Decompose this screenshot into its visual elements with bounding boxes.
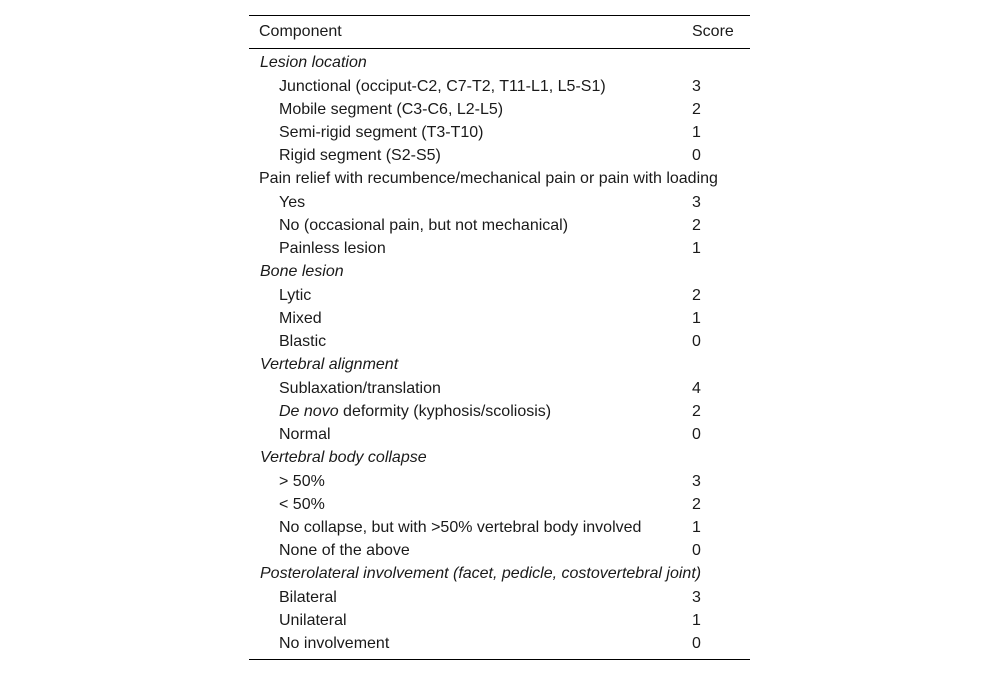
table-row	[249, 214, 750, 237]
table-bottom-rule	[249, 659, 750, 660]
table-row	[249, 586, 750, 609]
row-score: 3	[692, 194, 701, 211]
row-score: 0	[692, 542, 701, 559]
table-row	[249, 330, 750, 353]
row-label: Semi-rigid segment (T3-T10)	[279, 124, 484, 141]
row-score: 2	[692, 217, 701, 234]
row-label: No involvement	[279, 635, 390, 652]
row-label: Unilateral	[279, 612, 347, 629]
row-score: 3	[692, 589, 701, 606]
table-row	[249, 377, 750, 400]
scoring-table	[249, 15, 750, 660]
table-row	[249, 191, 750, 214]
group-title: Vertebral alignment	[260, 356, 399, 373]
table-row	[249, 632, 750, 655]
group-title: Bone lesion	[260, 263, 344, 280]
row-score: 2	[692, 403, 701, 420]
table-group	[249, 167, 750, 260]
group-title: Lesion location	[260, 54, 367, 71]
table-header	[249, 16, 750, 48]
table-group	[249, 446, 750, 562]
row-label-text: deformity (kyphosis/scoliosis)	[338, 403, 552, 420]
table-row	[249, 516, 750, 539]
row-label: Rigid segment (S2-S5)	[279, 147, 441, 164]
table-row	[249, 98, 750, 121]
group-title: Pain relief with recumbence/mechanical pain or pain with loading	[259, 170, 718, 187]
row-score: 2	[692, 496, 701, 513]
table-row	[249, 75, 750, 98]
row-label: Mobile segment (C3-C6, L2-L5)	[279, 101, 504, 118]
table-body	[249, 49, 750, 659]
table-row	[249, 539, 750, 562]
table-row	[249, 423, 750, 446]
row-score: 0	[692, 635, 701, 652]
table-row	[249, 470, 750, 493]
row-label: Mixed	[279, 310, 322, 327]
row-score: 4	[692, 380, 701, 397]
row-label	[249, 400, 691, 423]
row-label: Normal	[279, 426, 331, 443]
row-label: Junctional (occiput-C2, C7-T2, T11-L1, L5-S1)	[279, 78, 606, 95]
row-score: 3	[692, 78, 701, 95]
row-label: Blastic	[279, 333, 327, 350]
row-score: 0	[692, 426, 701, 443]
row-label: Lytic	[279, 287, 312, 304]
row-score: 3	[692, 473, 701, 490]
row-label: > 50%	[279, 473, 325, 490]
row-label: None of the above	[279, 542, 410, 559]
row-label-italic: De novo	[279, 403, 339, 420]
table-group	[249, 260, 750, 353]
row-score: 0	[692, 147, 701, 164]
row-label: < 50%	[279, 496, 325, 513]
table-row	[249, 400, 750, 423]
row-label: No (occasional pain, but not mechanical)	[279, 217, 569, 234]
row-score: 1	[692, 124, 701, 141]
table-row	[249, 237, 750, 260]
table-row	[249, 609, 750, 632]
table-group	[249, 353, 750, 446]
row-score: 2	[692, 287, 701, 304]
row-score: 1	[692, 240, 701, 257]
row-score: 1	[692, 612, 701, 629]
row-label: Bilateral	[279, 589, 337, 606]
table-group	[249, 562, 750, 655]
group-title: Vertebral body collapse	[260, 449, 427, 466]
row-label: Sublaxation/translation	[279, 380, 441, 397]
row-label: Painless lesion	[279, 240, 386, 257]
table-row	[249, 284, 750, 307]
header-score: Score	[692, 23, 734, 40]
group-title: Posterolateral involvement (facet, pedicle, costovertebral joint)	[260, 565, 702, 582]
row-label: Yes	[279, 194, 306, 211]
table-row	[249, 307, 750, 330]
row-score: 0	[692, 333, 701, 350]
table-group	[249, 51, 750, 167]
row-score: 1	[692, 310, 701, 327]
table-row	[249, 121, 750, 144]
row-label: No collapse, but with >50% vertebral body involved	[279, 519, 642, 536]
table-row	[249, 144, 750, 167]
table-row	[249, 493, 750, 516]
row-score: 2	[692, 101, 701, 118]
row-score: 1	[692, 519, 701, 536]
header-component: Component	[259, 23, 342, 40]
